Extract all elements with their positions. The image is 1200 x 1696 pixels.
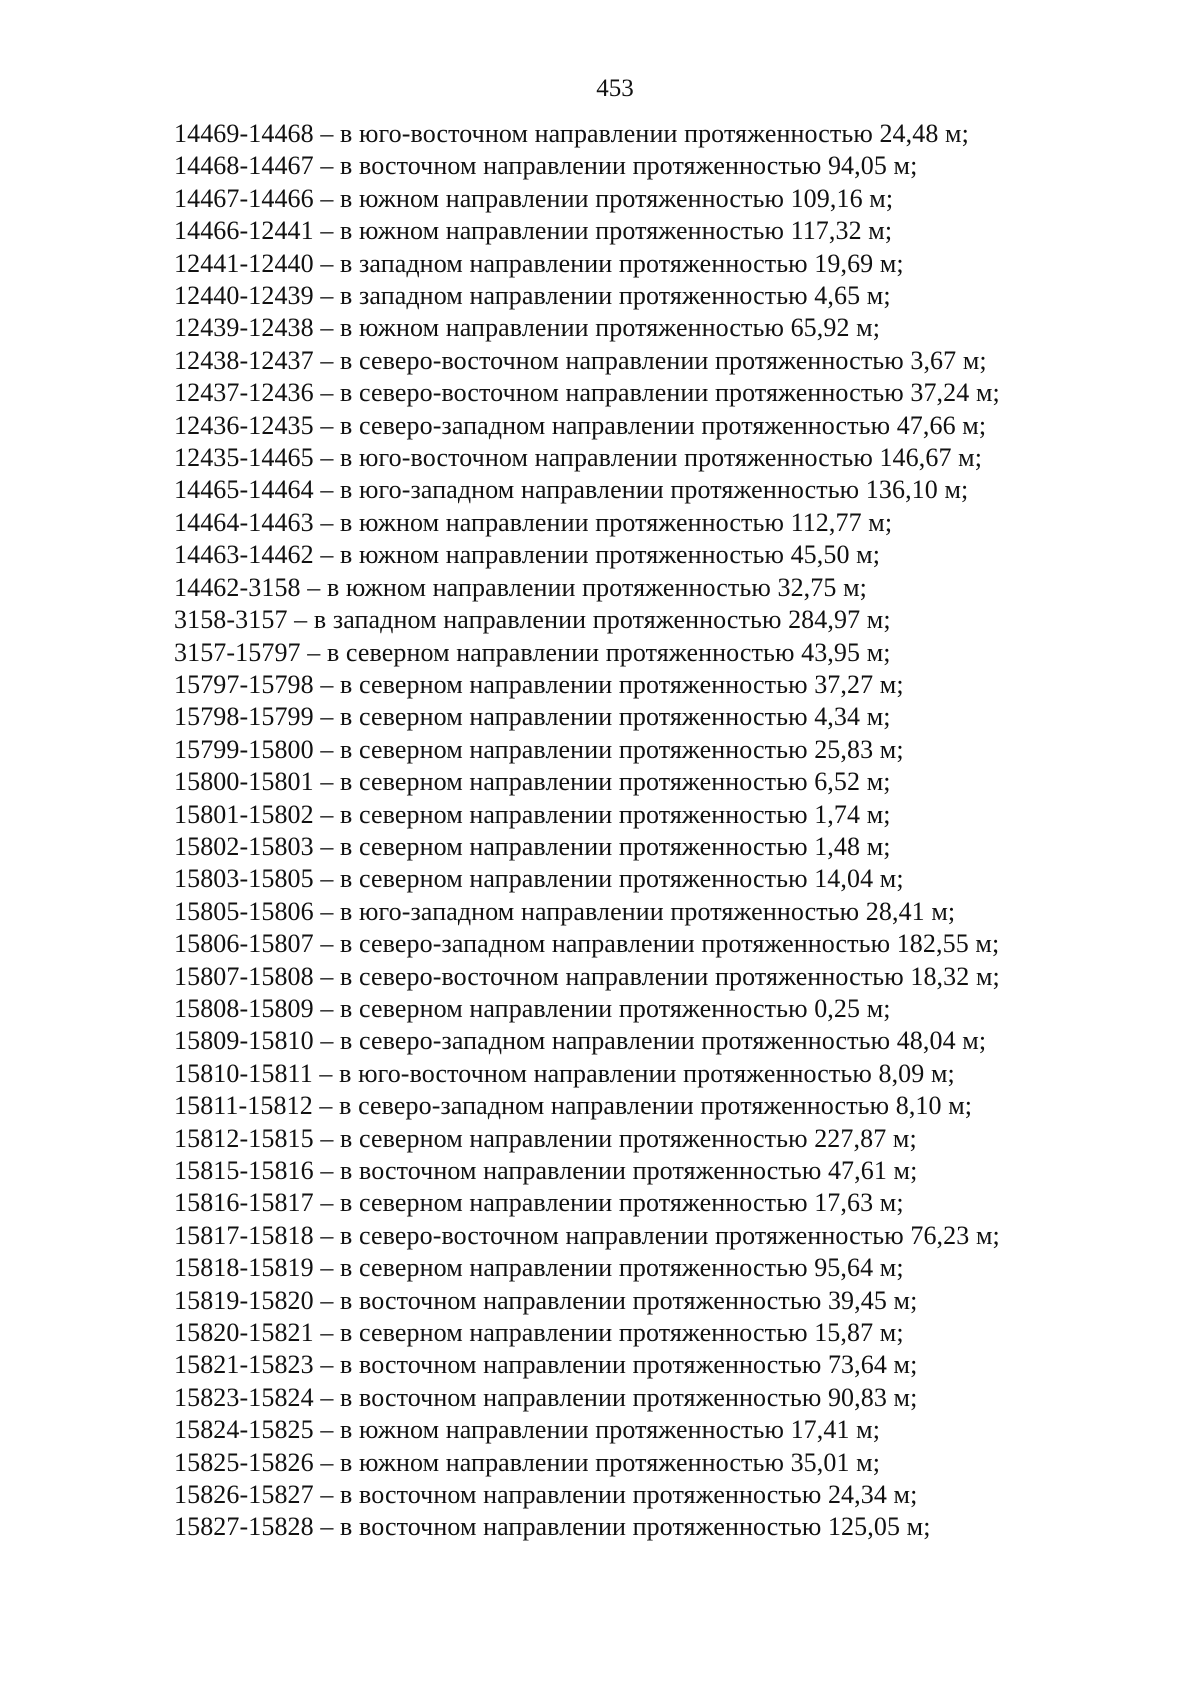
list-item: 15806-15807 – в северо-западном направлении протяженностью 182,55 м; <box>174 929 1000 959</box>
list-item: 15801-15802 – в северном направлении протяженностью 1,74 м; <box>174 799 891 829</box>
list-item: 15825-15826 – в южном направлении протяженностью 35,01 м; <box>174 1447 881 1477</box>
list-item: 15805-15806 – в юго-западном направлении протяженностью 28,41 м; <box>174 896 956 926</box>
list-item: 12438-12437 – в северо-восточном направлении протяженностью 3,67 м; <box>174 345 987 375</box>
list-item: 15826-15827 – в восточном направлении протяженностью 24,34 м; <box>174 1480 918 1510</box>
list-item: 12441-12440 – в западном направлении протяженностью 19,69 м; <box>174 248 904 278</box>
list-item: 15817-15818 – в северо-восточном направлении протяженностью 76,23 м; <box>174 1220 1000 1250</box>
list-item: 12437-12436 – в северо-восточном направлении протяженностью 37,24 м; <box>174 378 1000 408</box>
list-item: 15810-15811 – в юго-восточном направлении протяженностью 8,09 м; <box>174 1058 955 1088</box>
list-item: 14468-14467 – в восточном направлении протяженностью 94,05 м; <box>174 151 918 181</box>
list-item: 14462-3158 – в южном направлении протяженностью 32,75 м; <box>174 572 867 602</box>
list-item: 15827-15828 – в восточном направлении протяженностью 125,05 м; <box>174 1512 931 1542</box>
list-item: 15819-15820 – в восточном направлении протяженностью 39,45 м; <box>174 1285 918 1315</box>
list-item: 14463-14462 – в южном направлении протяженностью 45,50 м; <box>174 540 881 570</box>
list-item: 15821-15823 – в восточном направлении протяженностью 73,64 м; <box>174 1350 918 1380</box>
list-item: 14465-14464 – в юго-западном направлении протяженностью 136,10 м; <box>174 475 969 505</box>
list-item: 14467-14466 – в южном направлении протяженностью 109,16 м; <box>174 183 894 213</box>
list-item: 14464-14463 – в южном направлении протяженностью 112,77 м; <box>174 507 893 537</box>
list-item: 14469-14468 – в юго-восточном направлении протяженностью 24,48 м; <box>174 119 969 148</box>
list-item: 15812-15815 – в северном направлении протяженностью 227,87 м; <box>174 1123 917 1153</box>
list-item: 15802-15803 – в северном направлении протяженностью 1,48 м; <box>174 831 891 861</box>
list-item: 15803-15805 – в северном направлении протяженностью 14,04 м; <box>174 864 904 894</box>
page-number: 453 <box>596 75 634 102</box>
list-item: 15820-15821 – в северном направлении протяженностью 15,87 м; <box>174 1318 904 1348</box>
list-item: 12436-12435 – в северо-западном направлении протяженностью 47,66 м; <box>174 410 987 440</box>
list-item: 15797-15798 – в северном направлении протяженностью 37,27 м; <box>174 669 904 699</box>
list-item: 15816-15817 – в северном направлении протяженностью 17,63 м; <box>174 1188 904 1218</box>
list-item: 12435-14465 – в юго-восточном направлении протяженностью 146,67 м; <box>174 443 983 473</box>
list-item: 15815-15816 – в восточном направлении протяженностью 47,61 м; <box>174 1156 918 1185</box>
list-item: 15811-15812 – в северо-западном направлении протяженностью 8,10 м; <box>174 1091 973 1121</box>
boundary-segment-list <box>174 118 1000 1544</box>
list-item: 15823-15824 – в восточном направлении протяженностью 90,83 м; <box>174 1382 918 1412</box>
list-item: 15807-15808 – в северо-восточном направлении протяженностью 18,32 м; <box>174 961 1000 991</box>
list-item: 15824-15825 – в южном направлении протяженностью 17,41 м; <box>174 1415 881 1445</box>
list-item: 12440-12439 – в западном направлении протяженностью 4,65 м; <box>174 281 891 311</box>
list-item: 3157-15797 – в северном направлении протяженностью 43,95 м; <box>174 637 891 667</box>
list-item: 15809-15810 – в северо-западном направлении протяженностью 48,04 м; <box>174 1026 987 1056</box>
list-item: 3158-3157 – в западном направлении протяженностью 284,97 м; <box>174 605 891 635</box>
list-item: 12439-12438 – в южном направлении протяженностью 65,92 м; <box>174 313 881 343</box>
list-item: 15800-15801 – в северном направлении протяженностью 6,52 м; <box>174 767 891 797</box>
list-item: 15808-15809 – в северном направлении протяженностью 0,25 м; <box>174 993 891 1023</box>
list-item: 15818-15819 – в северном направлении протяженностью 95,64 м; <box>174 1253 904 1283</box>
list-item: 15798-15799 – в северном направлении протяженностью 4,34 м; <box>174 702 891 732</box>
list-item: 15799-15800 – в северном направлении протяженностью 25,83 м; <box>174 734 904 764</box>
list-item: 14466-12441 – в южном направлении протяженностью 117,32 м; <box>174 216 893 246</box>
